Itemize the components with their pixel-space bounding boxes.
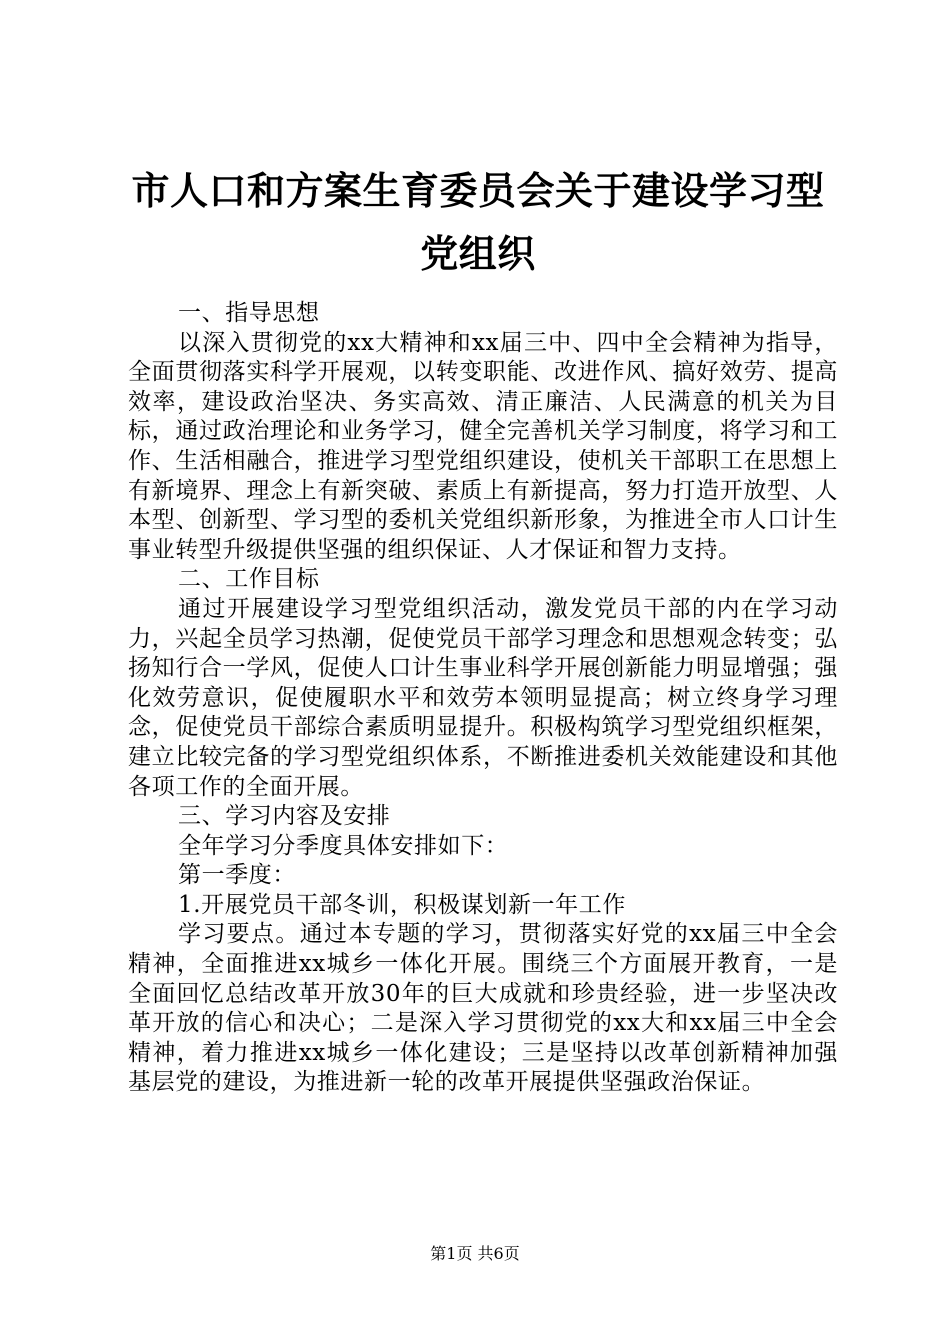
paragraph-study-points: 学习要点。通过本专题的学习，贯彻落实好党的xx届三中全会精神，全面推进xx城乡一体化开展。围绕三个方面展开教育，一是全面回忆总结改革开放30年的巨大成就和珍贵经验，进一步坚决改革开放的信心和决心；二是深入学习贯彻党的xx大和xx届三中全会精神，着力推进xx城乡一体化建设；三是坚持以改革创新精神加强基层党的建设，为推进新一轮的改革开展提供坚强政治保证。 — [128, 921, 838, 1096]
item-heading-winter-training: 1.开展党员干部冬训，积极谋划新一年工作 — [178, 891, 626, 918]
section-heading-study-content: 三、学习内容及安排 — [178, 803, 391, 830]
line-first-quarter: 第一季度： — [178, 862, 296, 889]
document-title: 市人口和方案生育委员会关于建设学习型党组织 — [131, 169, 825, 276]
paragraph-work-goals: 通过开展建设学习型党组织活动，激发党员干部的内在学习动力，兴起全员学习热潮，促使党员干部学习理念和思想观念转变；弘扬知行合一学风，促使人口计生事业科学开展创新能力明显增强；强化效劳意识，促使履职水平和效劳本领明显提高；树立终身学习理念，促使党员干部综合素质明显提升。积极构筑学习型党组织框架，建立比较完备的学习型党组织体系，不断推进委机关效能建设和其他各项工作的全面开展。 — [128, 595, 838, 800]
page-number-footer: 第1页 共6页 — [430, 1244, 520, 1263]
section-heading-work-goals: 二、工作目标 — [178, 566, 320, 593]
document-body — [128, 299, 838, 1098]
section-heading-guiding-thought: 一、指导思想 — [178, 300, 320, 326]
line-quarterly-arrangement: 全年学习分季度具体安排如下： — [178, 832, 509, 859]
paragraph-guiding-thought: 以深入贯彻党的xx大精神和xx届三中、四中全会精神为指导，全面贯彻落实科学开展观，以转变职能、改进作风、搞好效劳、提高效率，建设政治坚决、务实高效、清正廉洁、人民满意的机关为目标，通过政治理论和业务学习，健全完善机关学习制度，将学习和工作、生活相融合，推进学习型党组织建设，使机关干部职工在思想上有新境界、理念上有新突破、素质上有新提高，努力打造开放型、人本型、创新型、学习型的委机关党组织新形象，为推进全市人口计生事业转型升级提供坚强的组织保证、人才保证和智力支持。 — [128, 329, 838, 563]
